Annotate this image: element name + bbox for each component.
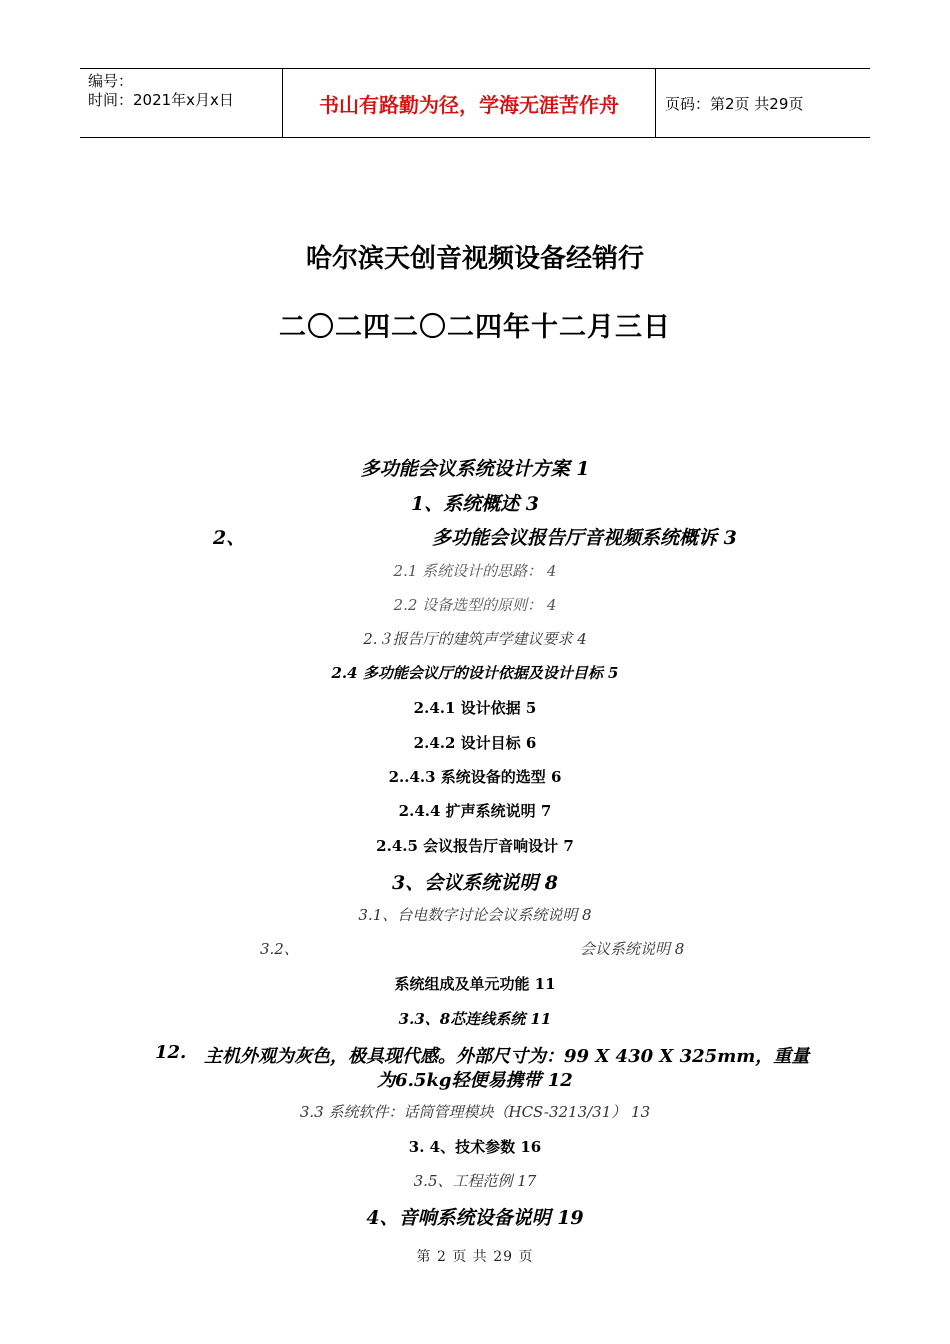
document-date: 二〇二四二〇二四年十二月三日 <box>279 312 671 343</box>
toc-entry-continuation[interactable]: 为6.5kg轻便易携带 12 <box>377 1070 573 1091</box>
toc-entry[interactable]: 2.4.4 扩声系统说明 7 <box>398 802 552 820</box>
toc-entry[interactable]: 3、会议系统说明 8 <box>391 872 559 894</box>
toc-entry[interactable]: 3. 4、技术参数 16 <box>408 1138 542 1156</box>
toc-entry[interactable]: 3.3 系统软件：话筒管理模块（HCS-3213/31） 13 <box>299 1103 651 1121</box>
toc-entry-text: 主机外观为灰色，极具现代感。外部尺寸为：99 X 430 X 325mm，重量 <box>204 1046 810 1067</box>
toc-entry[interactable]: 2.4.5 会议报告厅音响设计 7 <box>376 837 574 855</box>
company-name: 哈尔滨天创音视频设备经销行 <box>305 244 644 274</box>
toc-entry[interactable] <box>0 523 950 549</box>
toc-entry[interactable]: 3.3、8芯连线系统 11 <box>398 1010 552 1028</box>
toc-entry-text: 会议系统说明 8 <box>580 940 685 958</box>
header-page-info: 页码：第2页 共29页 <box>665 94 804 113</box>
toc-entry[interactable]: 2.３报告厅的建筑声学建议要求 4 <box>363 630 587 648</box>
time-label: 时间：2021年x月x日 <box>88 91 234 109</box>
toc-entry-number: 12. <box>155 1042 187 1063</box>
toc-entry-text: 多功能会议报告厅音视频系统概诉 3 <box>432 527 737 549</box>
toc-entry[interactable]: 2.2 设备选型的原则： 4 <box>393 596 557 614</box>
page-footer: 第 2 页 共 29 页 <box>416 1249 534 1265</box>
toc-entry[interactable]: 1、系统概述 3 <box>410 493 540 515</box>
toc-entry[interactable]: 2.4.2 设计目标 6 <box>413 734 537 752</box>
toc-entry[interactable]: 系统组成及单元功能 11 <box>394 975 556 993</box>
toc-entry[interactable]: 2.1 系统设计的思路： 4 <box>393 562 557 580</box>
document-header <box>80 68 870 138</box>
toc-entry[interactable]: 2..4.3 系统设备的选型 6 <box>388 768 562 786</box>
toc-entry-number: 3.2、 <box>260 940 299 958</box>
toc-entry[interactable]: 3.5、工程范例 17 <box>413 1172 537 1190</box>
toc-entry[interactable]: 多功能会议系统设计方案 1 <box>360 458 590 480</box>
header-slogan: 书山有路勤为径，学海无涯苦作舟 <box>282 69 656 137</box>
toc-entry-number: 2、 <box>213 527 246 549</box>
toc-entry[interactable]: 2.4 多功能会议厅的设计依据及设计目标 5 <box>331 664 619 682</box>
toc-entry[interactable]: 2.4.1 设计依据 5 <box>413 699 537 717</box>
header-meta-cell <box>80 69 282 137</box>
toc-entry[interactable]: 4、音响系统设备说明 19 <box>366 1207 584 1229</box>
toc-entry[interactable]: 3.1、台电数字讨论会议系统说明 8 <box>358 906 592 924</box>
number-label: 编号： <box>88 72 134 90</box>
